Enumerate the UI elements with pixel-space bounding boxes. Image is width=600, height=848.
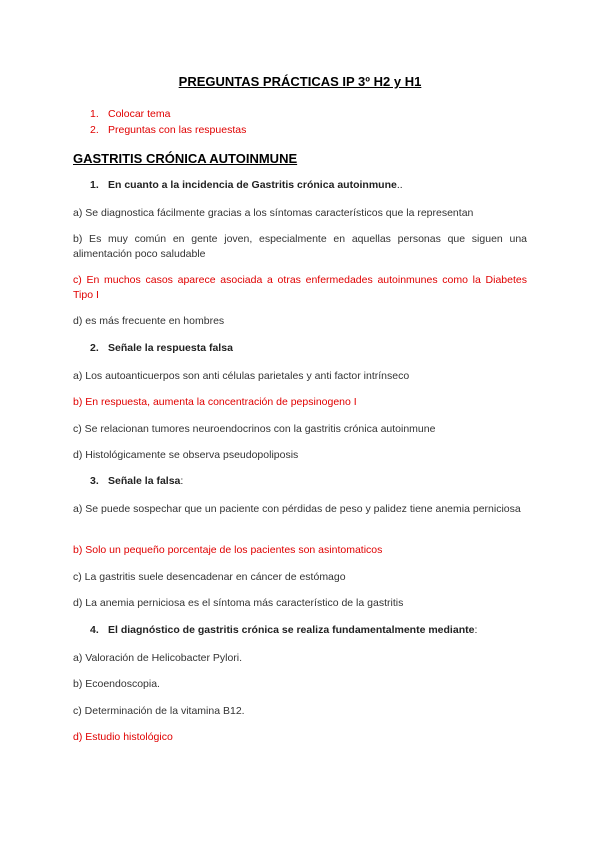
question-4: 4. El diagnóstico de gastritis crónica se realiza fundamentalmente mediante:: [90, 624, 478, 636]
q2-option-d: d) Histológicamente se observa pseudopoliposis: [73, 449, 299, 461]
page-title: PREGUNTAS PRÁCTICAS IP 3º H2 y H1: [178, 74, 422, 89]
q1-option-a: a) Se diagnostica fácilmente gracias a los síntomas característicos que la representan: [73, 207, 474, 219]
q4-option-a: a) Valoración de Helicobacter Pylori.: [73, 652, 243, 664]
q2-option-a: a) Los autoanticuerpos son anti células parietales y anti factor intrínseco: [73, 370, 410, 382]
question-3: 3. Señale la falsa:: [90, 475, 184, 487]
q3-option-d: d) La anemia perniciosa es el síntoma más característico de la gastritis: [73, 597, 404, 609]
section-heading: GASTRITIS CRÓNICA AUTOINMUNE: [73, 151, 298, 166]
q3-option-a: a) Se puede sospechar que un paciente con pérdidas de peso y palidez tiene anemia perniciosa: [73, 503, 521, 515]
q1-option-b: b) Es muy común en gente joven, especialmente en aquellas personas que siguen una alimentación poco saludable: [73, 233, 527, 260]
q2-option-b-correct: b) En respuesta, aumenta la concentración de pepsinogeno I: [73, 396, 357, 408]
q1-option-c-correct: c) En muchos casos aparece asociada a otras enfermedades autoinmunes como la Diabetes Tipo I: [73, 274, 527, 301]
q4-option-d-correct: d) Estudio histológico: [73, 731, 173, 743]
toc-list: [90, 106, 246, 138]
q3-option-c: c) La gastritis suele desencadenar en cáncer de estómago: [73, 571, 346, 583]
q4-option-b: b) Ecoendoscopia.: [73, 678, 160, 690]
toc-item: 2. Preguntas con las respuestas: [90, 124, 247, 136]
q1-option-d: d) es más frecuente en hombres: [73, 315, 225, 327]
question-2: 2. Señale la respuesta falsa: [90, 342, 233, 354]
q4-option-c: c) Determinación de la vitamina B12.: [73, 705, 245, 717]
toc-item: 1. Colocar tema: [90, 108, 171, 120]
q3-option-b-correct: b) Solo un pequeño porcentaje de los pacientes son asintomaticos: [73, 544, 383, 556]
q2-option-c: c) Se relacionan tumores neuroendocrinos con la gastritis crónica autoinmune: [73, 423, 436, 435]
question-1: 1. En cuanto a la incidencia de Gastritis crónica autoinmune..: [90, 179, 403, 191]
